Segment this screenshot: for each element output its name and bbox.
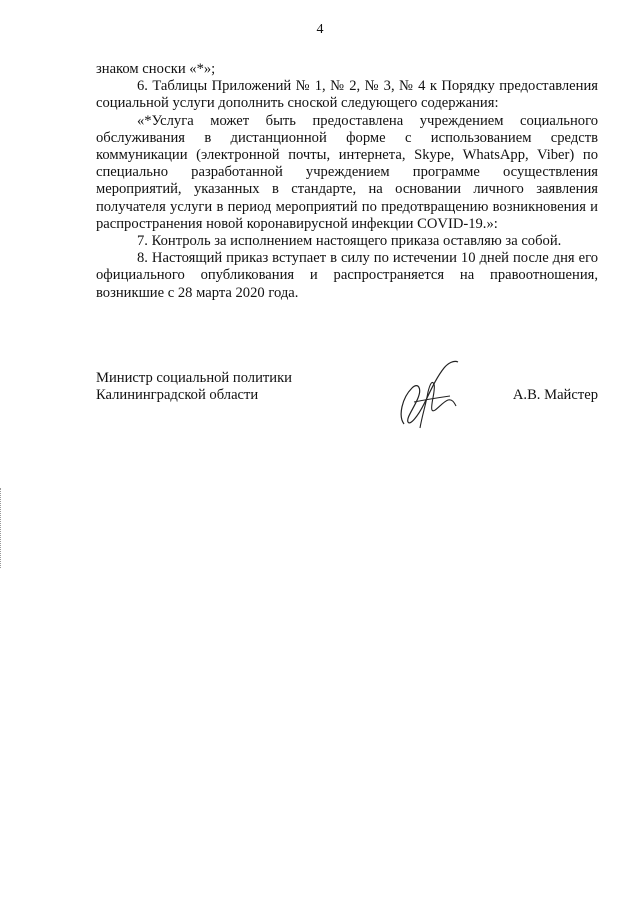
footnote-paragraph: «*Услуга может быть предоставлена учреждением социального обслуживания в дистанционной форме с использованием средств коммуникации (электронной почты, интернета, Skype, WhatsApp, Viber) по специально разработанной учреждением программе осуществления мероприятий, указанных в стандарте, на основании личного заявления получателя услуги в период мероприятий по предотвращению возникновения и распространения новой коронавирусной инфекции COVID-19.»: bbox=[96, 112, 598, 232]
item-7-paragraph: 7. Контроль за исполнением настоящего приказа оставляю за собой. bbox=[137, 233, 562, 250]
page-number: 4 bbox=[316, 22, 324, 37]
signer-position-line-1: Министр социальной политики bbox=[96, 370, 292, 386]
continuation-line: знаком сноски «*»; bbox=[96, 61, 216, 77]
signature-block bbox=[96, 370, 598, 405]
scan-edge-mark bbox=[0, 488, 3, 568]
signer-position-line-2: Калининградской области bbox=[96, 387, 259, 404]
item-8-paragraph: 8. Настоящий приказ вступает в силу по истечении 10 дней после дня его официального опубликования и распространяется на правоотношения, возникшие с 28 марта 2020 года. bbox=[96, 250, 598, 301]
item-6-paragraph: 6. Таблицы Приложений № 1, № 2, № 3, № 4 к Порядку предоставления социальной услуги дополнить сноской следующего содержания: bbox=[96, 78, 598, 112]
signer-name: А.В. Майстер bbox=[512, 387, 598, 403]
document-body bbox=[96, 61, 598, 302]
handwritten-signature bbox=[396, 358, 466, 430]
